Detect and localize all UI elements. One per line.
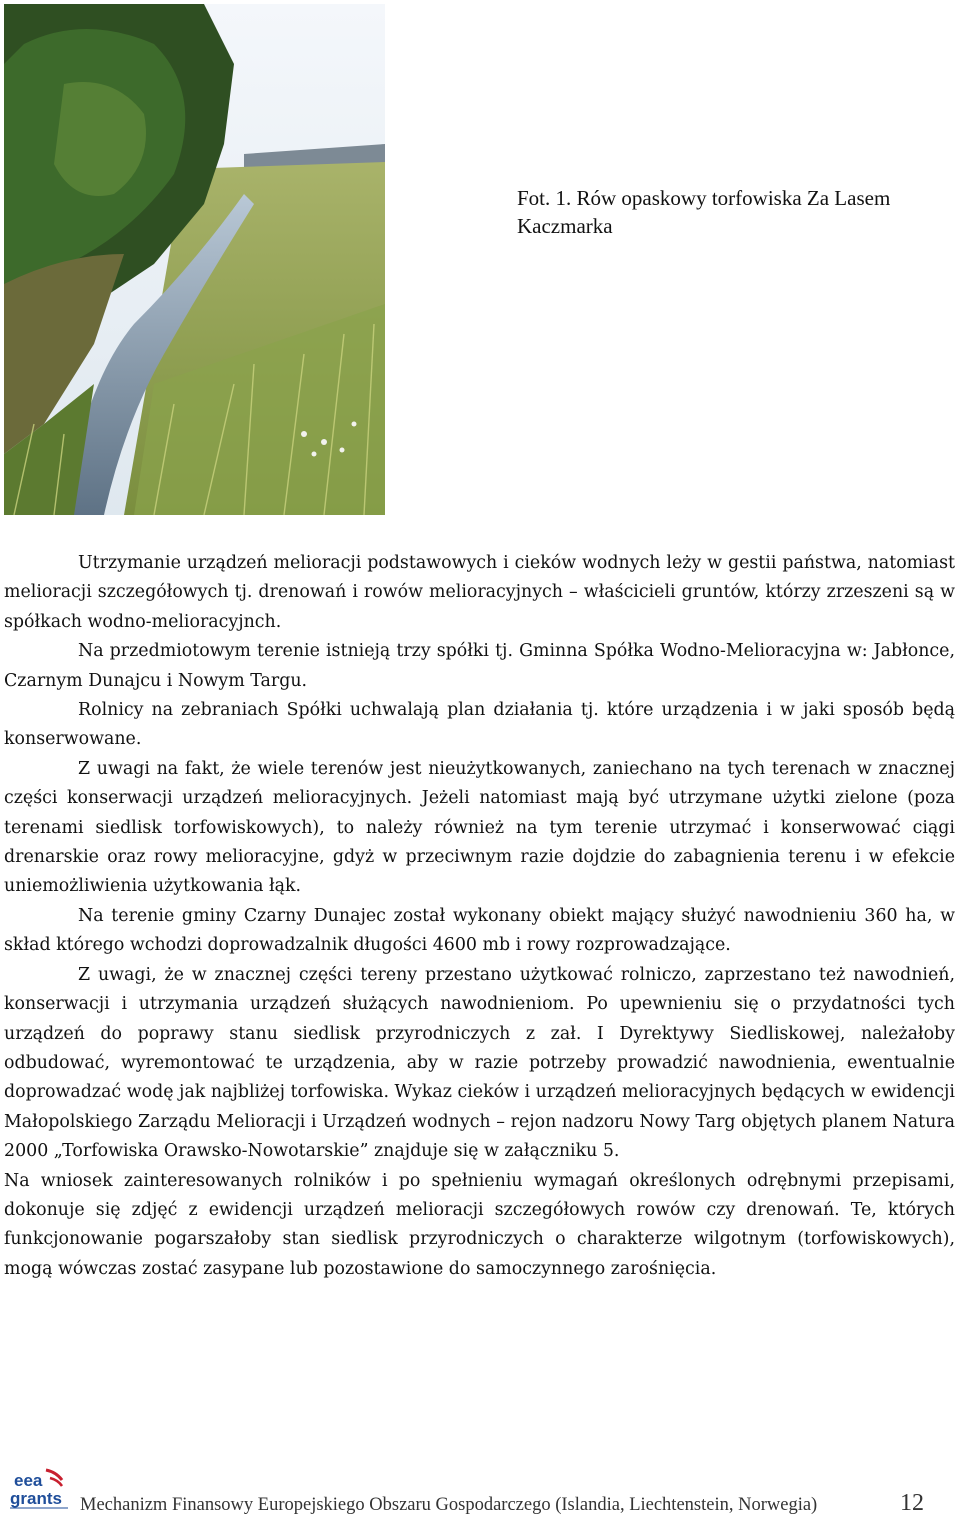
ditch-photo	[4, 4, 385, 515]
paragraph: Z uwagi na fakt, że wiele terenów jest nieużytkowanych, zaniechano na tych terenach w znacznej części konserwacji urządzeń melioracyjnych. Jeżeli natomiast mają być utrzymane użytki zielone (poza terenami siedlisk torfowiskowych), to należy również na tym terenie utrzymać i konserwować ciągi drenarskie oraz rowy melioracyjne, gdyż w przeciwnym razie dojdzie do zabagnienia terenu i w efekcie uniemożliwienia użytkowania łąk.	[4, 758, 955, 897]
photo-caption	[517, 184, 955, 240]
page-number: 12	[900, 1490, 924, 1516]
eea-grants-logo	[8, 1466, 72, 1512]
body-text	[4, 549, 955, 1284]
paragraph: Z uwagi, że w znacznej części tereny przestano użytkować rolniczo, zaprzestano też nawodnień, konserwacji i utrzymania urządzeń służących nawodnieniom. Po upewnieniu się o przydatności tych urządzeń do poprawy stanu siedlisk przyrodniczych z zał. I Dyrektywy Siedliskowej, należałoby odbudować, wyremontować te urządzenia, aby w razie potrzeby prowadzić nawodnienia, ewentualnie doprowadzać wodę jak najbliżej torfowiska. Wykaz cieków i urządzeń melioracyjnych będących w ewidencji Małopolskiego Zarządu Melioracji i Urządzeń wodnych – rejon nadzoru Nowy Targ objętych planem Natura 2000 „Torfowiska Orawsko-Nowotarskie” znajduje się w załączniku 5.	[4, 964, 955, 1162]
paragraph: Na wniosek zainteresowanych rolników i po spełnieniu wymagań określonych odrębnymi przepisami, dokonuje się zdjęć z ewidencji urządzeń melioracji szczegółowych rowów czy drenowań. Te, których funkcjonowanie pogarszałoby stan siedlisk przyrodniczych o charakterze wilgotnym (torfowiskowych), mogą wówczas zostać zasypane lub pozostawione do samoczynnego zarośnięcia.	[4, 1170, 955, 1279]
paragraph: Utrzymanie urządzeń melioracji podstawowych i cieków wodnych leży w gestii państwa, natomiast melioracji szczegółowych tj. drenowań i rowów melioracyjnych – właścicieli gruntów, którzy zrzeszeni są w spółkach wodno-melioracyjnch.	[4, 553, 955, 632]
logo-line-grants: grants	[10, 1489, 62, 1508]
footer-text: Mechanizm Finansowy Europejskiego Obszaru Gospodarczego (Islandia, Liechtenstein, Norwegia)	[80, 1495, 818, 1515]
logo-line-eea: eea	[14, 1471, 43, 1490]
caption-text: Fot. 1. Rów opaskowy torfowiska Za Lasem Kaczmarka	[517, 186, 891, 238]
paragraph: Na terenie gminy Czarny Dunajec został wykonany obiekt mający służyć nawodnieniu 360 ha, w skład którego wchodzi doprowadzalnik długości 4600 mb i rowy rozprowadzające.	[4, 905, 955, 956]
paragraph: Rolnicy na zebraniach Spółki uchwalają plan działania tj. które urządzenia i w jaki sposób będą konserwowane.	[4, 700, 955, 750]
paragraph: Na przedmiotowym terenie istnieją trzy spółki tj. Gminna Spółka Wodno-Melioracyjna w: Jabłonce, Czarnym Dunajcu i Nowym Targu.	[4, 641, 955, 691]
